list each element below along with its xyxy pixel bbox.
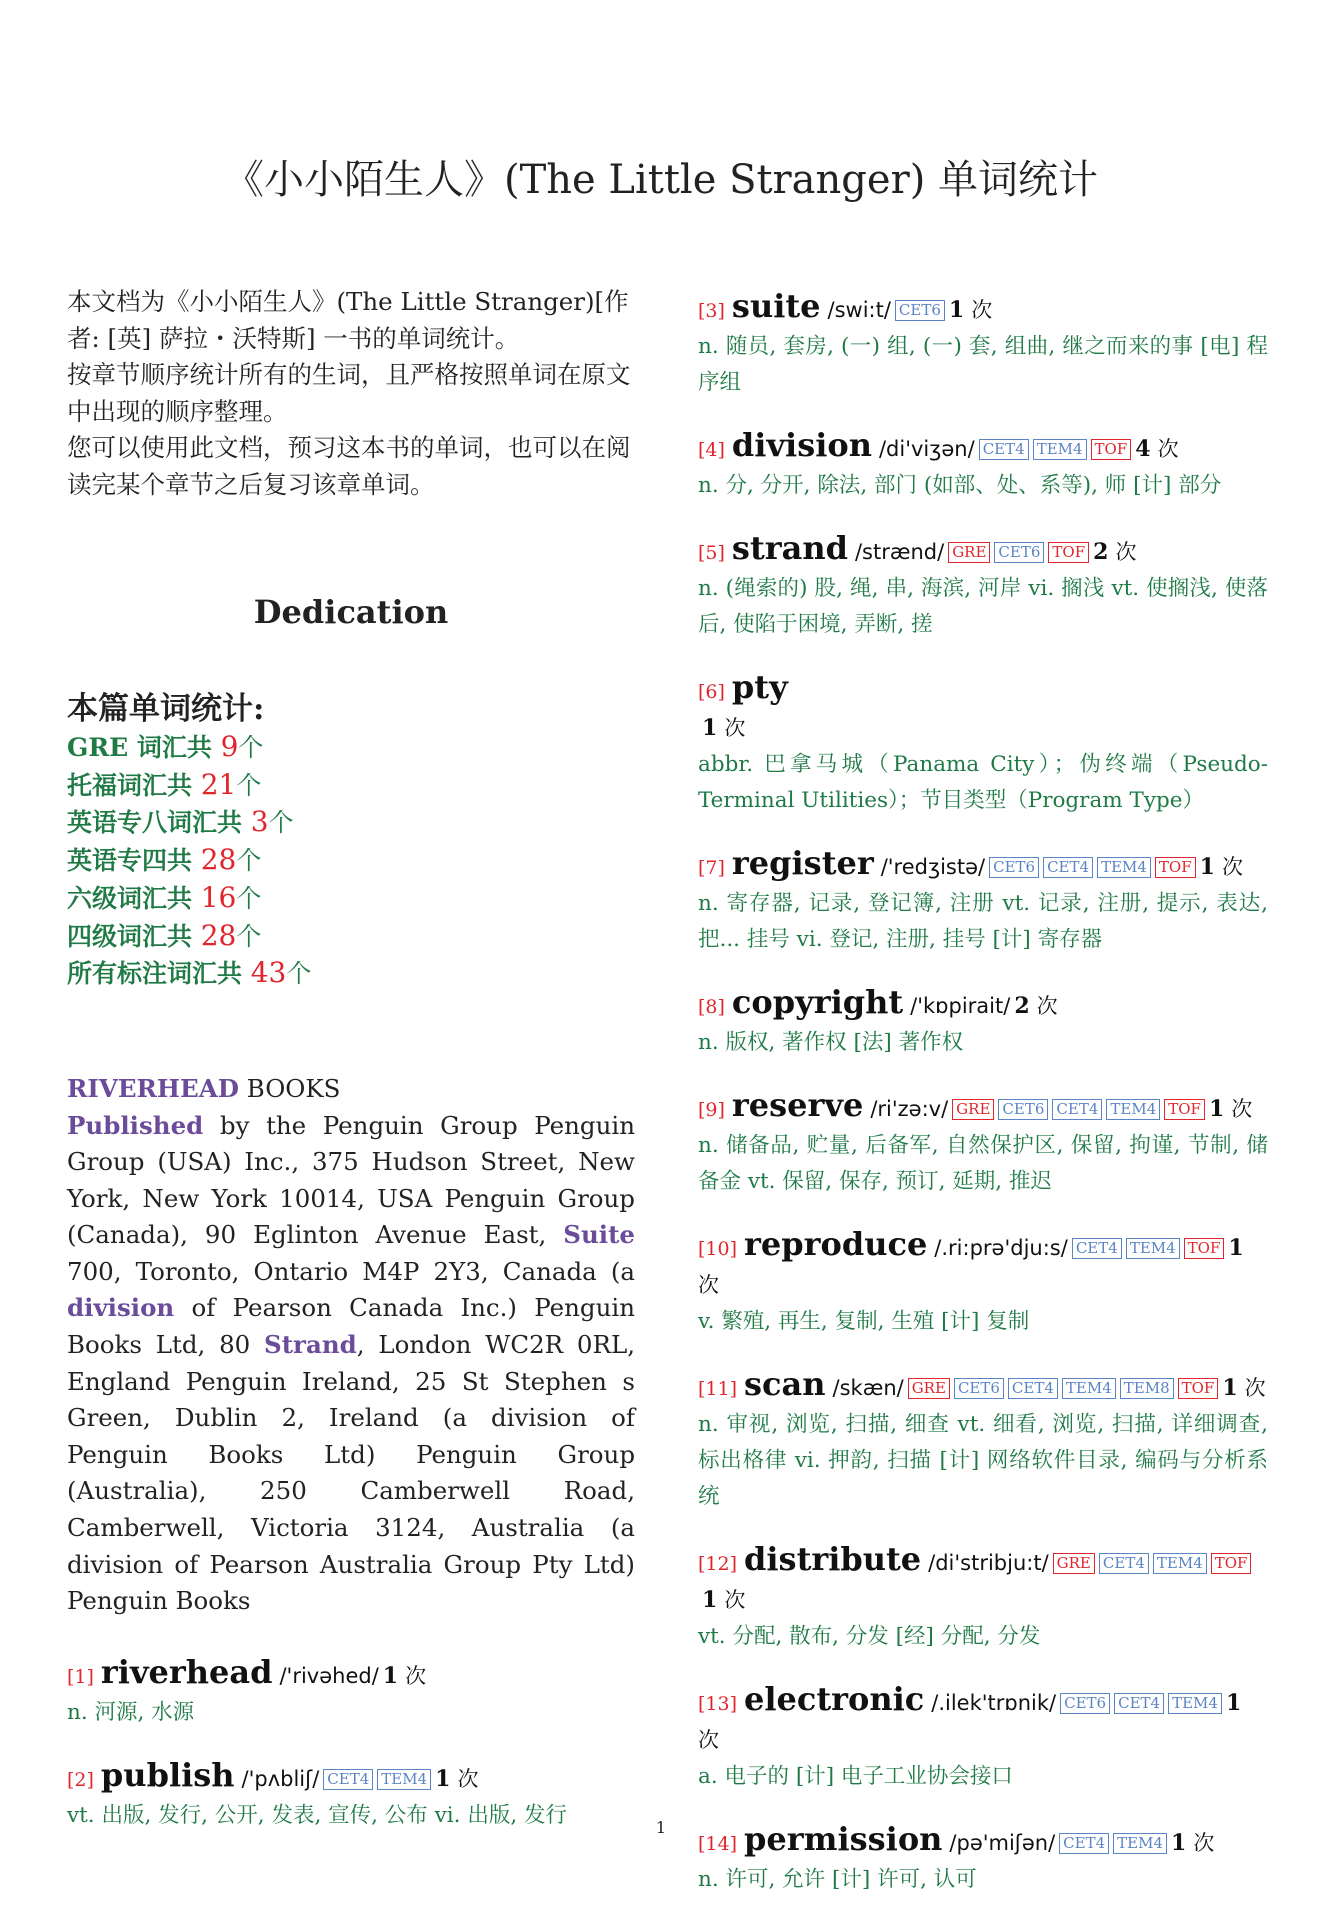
definition: n. 储备品, 贮量, 后备军, 自然保护区, 保留, 拘谨, 节制, 储备金 vt. 保留, 保存, 预订, 延期, 推迟: [698, 1133, 1268, 1194]
entry-head: [67, 1757, 635, 1798]
level-tag: TEM8: [1120, 1378, 1174, 1399]
publisher-run: of Pearson Canada Inc.) Penguin Books Ltd, 80: [67, 1293, 635, 1360]
count-unit: 次: [457, 1766, 479, 1791]
headword: distribute: [744, 1540, 922, 1578]
word-entry: [698, 984, 1268, 1061]
phonetic: /swi:t/: [827, 298, 891, 322]
occurrence-count: 1: [1225, 1690, 1242, 1716]
stat-unit: 个: [236, 883, 262, 913]
level-tag: GRE: [948, 542, 990, 563]
word-entry: [67, 1654, 635, 1731]
definition: n. 审视, 浏览, 扫描, 细查 vt. 细看, 浏览, 扫描, 详细调查, 标出格律 vi. 押韵, 扫描 [计] 网络软件目录, 编码与分析系统: [698, 1412, 1268, 1509]
intro-line-3: 您可以使用此文档，预习这本书的单词，也可以在阅读完某个章节之后复习该章单词。: [67, 433, 631, 499]
count-unit: 次: [1157, 437, 1179, 461]
headword: electronic: [744, 1680, 925, 1718]
level-tag: TEM4: [377, 1769, 431, 1790]
definition: vt. 分配, 散布, 分发 [经] 分配, 分发: [698, 1624, 1041, 1649]
occurrence-count: 2: [1014, 993, 1030, 1019]
stat-label: 英语专四共: [67, 846, 201, 876]
page-title: 《小小陌生人》(The Little Stranger) 单词统计: [223, 157, 1099, 203]
headword: reproduce: [744, 1225, 928, 1263]
definition: a. 电子的 [计] 电子工业协会接口: [698, 1764, 1013, 1789]
level-tag: CET6: [998, 1099, 1048, 1120]
definition: n. (绳索的) 股, 绳, 串, 海滨, 河岸 vi. 搁浅 vt. 使搁浅, 使落后, 使陷于困境, 弄断, 搓: [698, 576, 1268, 637]
entry-index: [11]: [698, 1378, 738, 1400]
intro-line-1: 本文档为《小小陌生人》(The Little Stranger)[作者: [英] 萨拉・沃特斯] 一书的单词统计。: [67, 287, 629, 353]
level-tag: TOF: [1164, 1099, 1205, 1120]
count-unit: 次: [698, 1273, 719, 1297]
entry-index: [1]: [67, 1665, 94, 1688]
headword: register: [731, 844, 874, 882]
entry-index: [14]: [698, 1833, 738, 1855]
level-tag: TEM4: [1033, 439, 1087, 460]
level-tag: CET4: [1059, 1833, 1109, 1854]
word-entry: [698, 1681, 1268, 1795]
section-title: Dedication: [253, 593, 449, 631]
stat-count: 9: [220, 730, 239, 763]
stat-unit: 个: [238, 733, 264, 762]
entry-head: [698, 1226, 1268, 1304]
definition: n. 寄存器, 记录, 登记簿, 注册 vt. 记录, 注册, 提示, 表达, 把... 挂号 vi. 登记, 注册, 挂号 [计] 寄存器: [698, 891, 1268, 952]
entry-index: [4]: [698, 439, 725, 461]
entry-index: [6]: [698, 681, 725, 703]
entry-index: [2]: [67, 1768, 94, 1791]
occurrence-count: 1: [1208, 1096, 1225, 1122]
level-tag: TEM4: [1106, 1099, 1160, 1120]
level-tag: GRE: [1053, 1553, 1095, 1574]
entry-index: [7]: [698, 857, 725, 879]
count-unit: 次: [1115, 540, 1137, 564]
entry-index: [12]: [698, 1553, 738, 1575]
phonetic: /skæn/: [832, 1376, 904, 1400]
level-tag: CET4: [323, 1769, 373, 1790]
stat-count: 16: [200, 880, 237, 914]
stat-unit: 个: [236, 921, 262, 951]
headword: strand: [731, 529, 848, 567]
entry-index: [5]: [698, 542, 725, 564]
level-tag: CET6: [994, 542, 1044, 563]
stat-unit: 个: [236, 846, 262, 876]
publisher-text: [67, 1071, 635, 1620]
occurrence-count: 1: [1222, 1375, 1238, 1401]
definition: n. 许可, 允许 [计] 许可, 认可: [698, 1867, 977, 1892]
count-unit: 次: [1244, 1376, 1266, 1400]
phonetic: /strænd/: [854, 540, 945, 564]
publisher-run: by the Penguin Group Penguin Group (USA) Inc., 375 Hudson Street, New York, New York 10014, USA Penguin Group (Canada), 90 Eglinton Avenue East,: [67, 1110, 635, 1250]
phonetic: /'rivəhed/: [279, 1663, 379, 1688]
level-tag: TEM4: [1062, 1378, 1116, 1399]
count-unit: 次: [971, 298, 993, 322]
level-tag: TEM4: [1168, 1693, 1222, 1714]
entry-index: [3]: [698, 300, 725, 322]
headword: publish: [100, 1755, 235, 1794]
level-tag: GRE: [908, 1378, 950, 1399]
count-unit: 次: [405, 1663, 427, 1688]
headword: scan: [744, 1365, 826, 1403]
highlight-word: division: [67, 1293, 175, 1323]
level-tag: CET6: [895, 300, 945, 321]
level-tag: CET4: [1072, 1238, 1122, 1259]
phonetic: /.ilek'trɒnik/: [931, 1691, 1057, 1715]
stat-tem8: [67, 804, 635, 842]
entry-head: [67, 1654, 635, 1695]
intro: [67, 284, 635, 503]
stat-label: 四级词汇共: [67, 921, 201, 951]
stat-gre: [67, 729, 635, 767]
stat-label: 英语专八词汇共: [67, 808, 251, 838]
word-entry: [698, 669, 1268, 819]
headword: copyright: [731, 983, 904, 1021]
stat-unit: 个: [268, 808, 294, 838]
stat-unit: 个: [286, 959, 312, 989]
level-tag: CET4: [1008, 1378, 1058, 1399]
left-column: [67, 284, 635, 1860]
count-unit: 次: [698, 1728, 719, 1752]
level-tag: TEM4: [1097, 857, 1151, 878]
stats-list: [67, 729, 635, 993]
count-unit: 次: [724, 716, 746, 740]
level-tag: TOF: [1091, 439, 1132, 460]
occurrence-count: 1: [1228, 1235, 1244, 1261]
highlight-word: RIVERHEAD: [67, 1073, 239, 1103]
highlight-word: Published: [67, 1110, 204, 1140]
word-entry: [698, 845, 1268, 958]
intro-line-2: 按章节顺序统计所有的生词，且严格按照单词在原文中出现的顺序整理。: [67, 360, 631, 426]
level-tag: TEM4: [1113, 1833, 1167, 1854]
entry-head: [698, 845, 1268, 886]
occurrence-count: 1: [1199, 854, 1215, 880]
definition: abbr. 巴拿马城（Panama City）；伪终端（Pseudo-Terminal Utilities）；节目类型（Program Type）: [698, 752, 1268, 813]
entry-index: [9]: [698, 1099, 725, 1121]
occurrence-count: 2: [1093, 539, 1109, 565]
stat-label: 所有标注词汇共: [67, 959, 251, 989]
entry-index: [10]: [698, 1238, 738, 1260]
count-unit: 次: [1231, 1097, 1253, 1121]
entry-head: [698, 669, 1268, 747]
phonetic: /.ri:prə'dju:s/: [934, 1236, 1068, 1260]
stat-all: [67, 955, 635, 993]
entry-head: [698, 288, 1268, 329]
entry-head: [698, 1366, 1268, 1407]
definition: n. 分, 分开, 除法, 部门 (如部、处、系等), 师 [计] 部分: [698, 473, 1222, 498]
left-entries: [67, 1654, 635, 1834]
entry-head: [698, 1541, 1268, 1619]
word-entry: [698, 1226, 1268, 1340]
stat-count: 43: [250, 956, 287, 990]
level-tag: TOF: [1178, 1378, 1219, 1399]
page-number: 1: [655, 1818, 667, 1837]
word-entry: [698, 1366, 1268, 1515]
level-tag: TOF: [1048, 542, 1089, 563]
stat-label: 六级词汇共: [67, 883, 201, 913]
headword: riverhead: [100, 1652, 273, 1691]
headword: suite: [731, 287, 821, 325]
definition: n. 河源, 水源: [67, 1699, 195, 1725]
word-entry: [698, 427, 1268, 504]
level-tag: TOF: [1211, 1553, 1252, 1574]
headword: division: [731, 426, 872, 464]
stat-count: 28: [200, 918, 237, 952]
highlight-word: Strand: [264, 1330, 357, 1360]
level-tag: CET4: [1114, 1693, 1164, 1714]
entry-head: [698, 1087, 1268, 1128]
count-unit: 次: [1036, 994, 1058, 1018]
occurrence-count: 1: [435, 1765, 451, 1792]
count-unit: 次: [724, 1588, 746, 1612]
stats-heading: 本篇单词统计:: [67, 691, 265, 727]
occurrence-count: 1: [948, 297, 965, 323]
word-entry: [698, 288, 1268, 401]
level-tag: CET6: [1060, 1693, 1110, 1714]
stat-tem4: [67, 842, 635, 880]
stat-count: 21: [200, 767, 237, 801]
publisher-run: 700, Toronto, Ontario M4P 2Y3, Canada (a: [67, 1256, 635, 1286]
occurrence-count: 1: [702, 715, 718, 741]
highlight-word: Suite: [563, 1220, 635, 1250]
headword: reserve: [731, 1086, 864, 1124]
occurrence-count: 1: [1171, 1830, 1187, 1856]
word-entry: [698, 1087, 1268, 1200]
phonetic: /ri'zə:v/: [870, 1097, 949, 1121]
entry-index: [13]: [698, 1693, 738, 1715]
phonetic: /pə'miʃən/: [949, 1831, 1056, 1855]
word-entry: [698, 1541, 1268, 1655]
stat-count: 28: [200, 843, 237, 877]
phonetic: /'redʒistə/: [880, 855, 986, 879]
publisher-run: , London WC2R 0RL, England Penguin Ireland, 25 St Stephen s Green, Dublin 2, Ireland (a division of Penguin Books Ltd) Penguin Group (Australia), 250 Camberwell Road, Camberwell, Victoria 3124, Australia (a division of Pearson Australia Group Pty Ltd) Penguin Books: [67, 1330, 635, 1616]
stat-cet4: [67, 918, 635, 956]
level-tag: CET4: [1043, 857, 1093, 878]
stat-toefl: [67, 767, 635, 805]
level-tag: CET4: [1052, 1099, 1102, 1120]
level-tag: TOF: [1155, 857, 1196, 878]
publisher-run: BOOKS: [238, 1073, 341, 1103]
occurrence-count: 4: [1135, 436, 1151, 462]
word-entry: [698, 530, 1268, 643]
headword: permission: [744, 1820, 943, 1858]
count-unit: 次: [1221, 855, 1243, 879]
level-tag: CET4: [979, 439, 1029, 460]
level-tag: GRE: [952, 1099, 994, 1120]
right-column: [698, 288, 1268, 1924]
entry-head: [698, 1681, 1268, 1759]
entry-head: [698, 984, 1268, 1025]
definition: n. 随员, 套房, (一) 组, (一) 套, 组曲, 继之而来的事 [电] 程序组: [698, 334, 1268, 395]
stat-unit: 个: [236, 770, 262, 800]
level-tag: CET4: [1099, 1553, 1149, 1574]
phonetic: /'kɒpirait/: [910, 994, 1011, 1018]
level-tag: CET6: [989, 857, 1039, 878]
stat-label: 托福词汇共: [67, 770, 201, 800]
occurrence-count: 1: [382, 1662, 399, 1689]
level-tag: TEM4: [1126, 1238, 1180, 1259]
definition: vt. 出版, 发行, 公开, 发表, 宣传, 公布 vi. 出版, 发行: [67, 1802, 567, 1828]
entry-head: [698, 427, 1268, 468]
count-unit: 次: [1193, 1831, 1215, 1855]
entry-index: [8]: [698, 996, 725, 1018]
level-tag: CET6: [954, 1378, 1004, 1399]
level-tag: TEM4: [1153, 1553, 1207, 1574]
phonetic: /di'viʒən/: [878, 437, 975, 461]
level-tag: TOF: [1184, 1238, 1225, 1259]
phonetic: /'pʌbliʃ/: [241, 1766, 320, 1791]
phonetic: /di'stribju:t/: [928, 1551, 1049, 1575]
stat-label: GRE 词汇共: [67, 733, 221, 762]
stat-count: 3: [250, 805, 269, 839]
occurrence-count: 1: [702, 1587, 718, 1613]
definition: v. 繁殖, 再生, 复制, 生殖 [计] 复制: [698, 1309, 1030, 1334]
entry-head: [698, 530, 1268, 571]
stat-cet6: [67, 880, 635, 918]
definition: n. 版权, 著作权 [法] 著作权: [698, 1030, 964, 1055]
headword: pty: [731, 668, 788, 706]
